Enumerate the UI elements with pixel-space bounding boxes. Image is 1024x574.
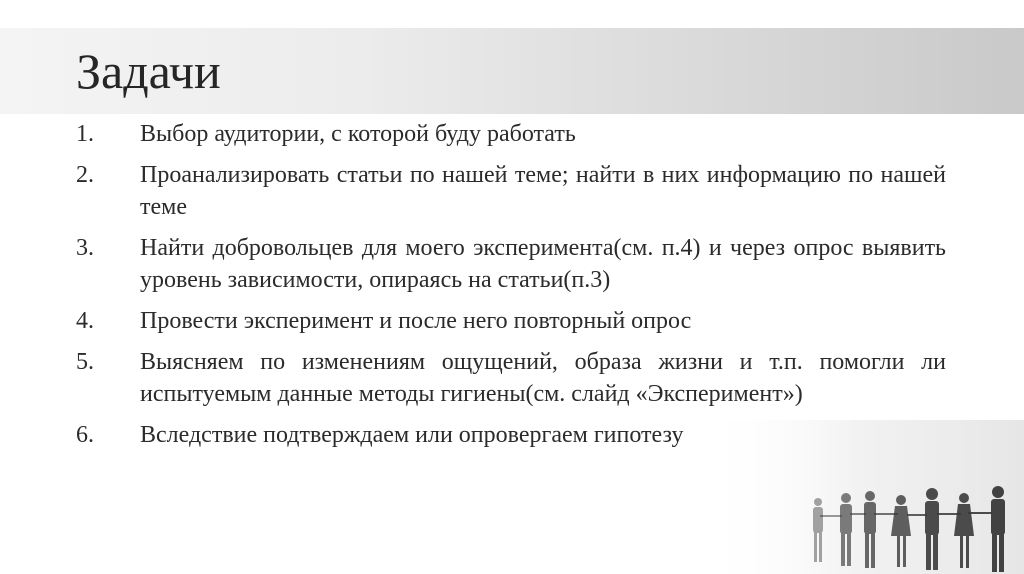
list-item-number: 6. — [76, 422, 94, 448]
list-item-number: 1. — [76, 121, 94, 147]
list-item — [76, 232, 946, 296]
list-item-text: Найти добровольцев для моего эксперимента(см. п.4) и через опрос выявить уровень зависимости, опираясь на статьи(п.3) — [140, 235, 946, 293]
list-item-number: 3. — [76, 235, 94, 261]
list-item-text: Проанализировать статьи по нашей теме; найти в них информацию по нашей теме — [140, 162, 946, 220]
task-list — [76, 118, 946, 460]
list-item-text: Выясняем по изменениям ощущений, образа жизни и т.п. помогли ли испытуемым данные методы гигиены(см. слайд «Эксперимент») — [140, 349, 946, 407]
list-item-number: 4. — [76, 308, 94, 334]
list-item — [76, 159, 946, 223]
list-item — [76, 346, 946, 410]
list-item-text: Вследствие подтверждаем или опровергаем гипотезу — [140, 422, 684, 448]
list-item-text: Выбор аудитории, с которой буду работать — [140, 121, 576, 147]
list-item-number: 5. — [76, 349, 94, 375]
slide-title: Задачи — [76, 43, 221, 99]
list-item-number: 2. — [76, 162, 94, 188]
list-item-text: Провести эксперимент и после него повторный опрос — [140, 308, 692, 334]
people-silhouettes-decoration — [700, 420, 1024, 574]
list-item — [76, 118, 946, 150]
list-item — [76, 305, 946, 337]
